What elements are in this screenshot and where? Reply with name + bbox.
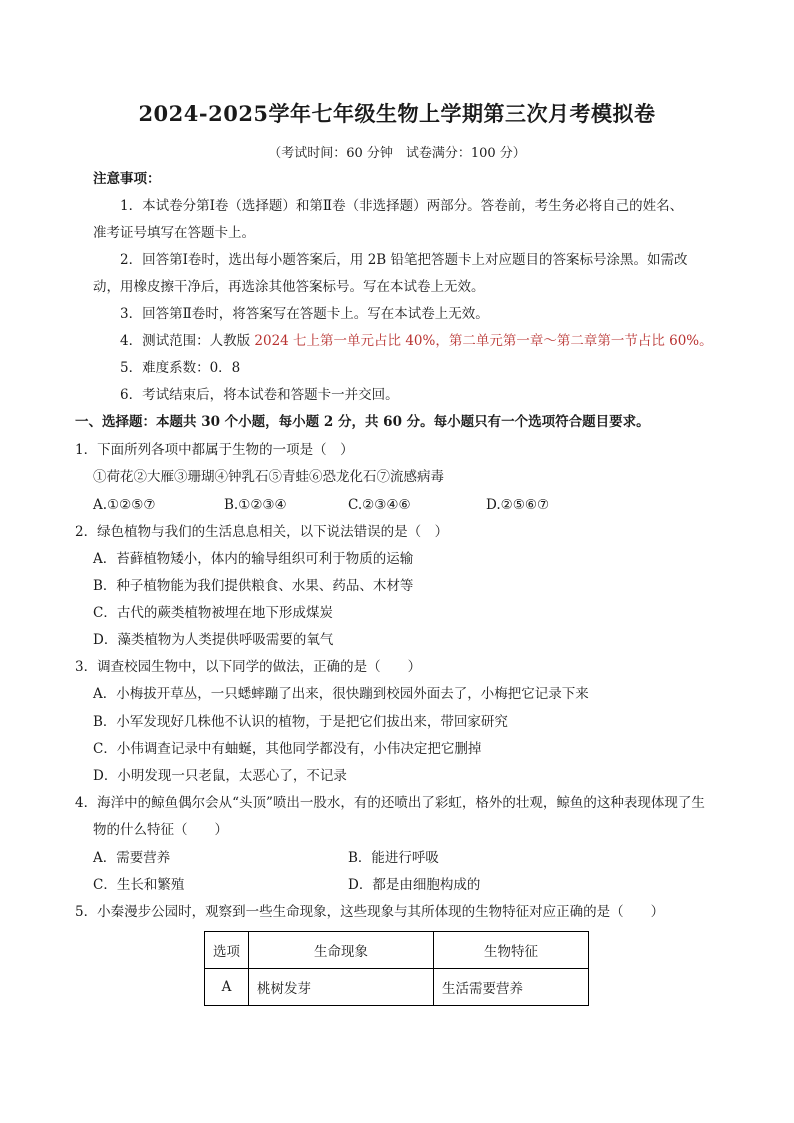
table-row [205, 969, 589, 1006]
q1-stem: 1．下面所列各项中都属于生物的一项是（ ） [75, 442, 354, 458]
q5-header-option: 选项 [205, 932, 249, 969]
q4-option-a: A．需要营养 [93, 850, 171, 866]
note-4-prefix: 4．测试范围：人教版 [120, 333, 255, 349]
q1-items: ①荷花②大雁③珊瑚④钟乳石⑤青蛙⑥恐龙化石⑦流感病毒 [93, 469, 444, 485]
q3-option-b: B．小军发现好几株他不认识的植物，于是把它们拔出来，带回家研究 [93, 714, 508, 730]
notes-heading: 注意事项： [93, 171, 161, 187]
note-2-line-2: 动，用橡皮擦干净后，再选涂其他答案标号。写在本试卷上无效。 [93, 279, 485, 295]
note-5: 5．难度系数：0．8 [120, 360, 241, 376]
q5-header-feature: 生物特征 [434, 932, 589, 969]
q3-stem: 3．调查校园生物中，以下同学的做法，正确的是（ ） [75, 659, 422, 675]
q3-option-d: D．小明发现一只老鼠，太恶心了，不记录 [93, 768, 347, 784]
note-1-line-1: 1．本试卷分第Ⅰ卷（选择题）和第Ⅱ卷（非选择题）两部分。答卷前，考生务必将自己的姓名、 [120, 198, 684, 214]
q1-option-a: A.①②⑤⑦ [93, 497, 156, 513]
note-6: 6．考试结束后，将本试卷和答题卡一并交回。 [120, 387, 399, 403]
q2-option-c: C．古代的蕨类植物被埋在地下形成煤炭 [93, 605, 333, 621]
q3-option-c: C．小伟调查记录中有蚰蜒，其他同学都没有，小伟决定把它删掉 [93, 741, 482, 757]
q4-option-d: D．都是由细胞构成的 [348, 877, 481, 893]
q4-option-b: B．能进行呼吸 [348, 850, 439, 866]
note-2-line-1: 2．回答第Ⅰ卷时，选出每小题答案后，用 2B 铅笔把答题卡上对应题目的答案标号涂黑。如需改 [120, 252, 688, 268]
note-4-scope: 2024 七上第一单元占比 40%，第二单元第一章～第二章第一节占比 60%。 [254, 333, 713, 349]
q5-table-header-row [205, 932, 589, 969]
q4-stem-line-1: 4．海洋中的鲸鱼偶尔会从“头顶”喷出一股水，有的还喷出了彩虹，格外的壮观，鲸鱼的这种表现体现了生 [75, 795, 705, 811]
q4-option-c: C．生长和繁殖 [93, 877, 185, 893]
q5-table [204, 931, 589, 1006]
q2-option-b: B．种子植物能为我们提供粮食、水果、药品、木材等 [93, 578, 414, 594]
note-3: 3．回答第Ⅱ卷时，将答案写在答题卡上。写在本试卷上无效。 [120, 306, 489, 322]
q5-row-a-feature: 生活需要营养 [434, 969, 589, 1006]
q5-row-a-phenomenon: 桃树发芽 [249, 969, 434, 1006]
q2-option-a: A．苔藓植物矮小，体内的输导组织可利于物质的运输 [93, 551, 414, 567]
q2-option-d: D．藻类植物为人类提供呼吸需要的氧气 [93, 632, 334, 648]
exam-info: （考试时间：60 分钟 试卷满分：100 分） [268, 146, 526, 161]
note-1-line-2: 准考证号填写在答题卡上。 [93, 225, 255, 241]
section-1-heading: 一、选择题：本题共 30 个小题，每小题 2 分，共 60 分。每小题只有一个选项符合题目要求。 [75, 414, 650, 430]
q1-option-b: B.①②③④ [224, 497, 287, 513]
q4-stem-line-2: 物的什么特征（ ） [93, 822, 228, 838]
q1-option-d: D.②⑤⑥⑦ [486, 497, 550, 513]
q2-stem: 2．绿色植物与我们的生活息息相关，以下说法错误的是（ ） [75, 524, 449, 540]
q5-header-phenomenon: 生命现象 [249, 932, 434, 969]
q5-stem: 5．小秦漫步公园时，观察到一些生命现象，这些现象与其所体现的生物特征对应正确的是（ ） [75, 904, 665, 920]
q1-option-c: C.②③④⑥ [348, 497, 411, 513]
note-4 [120, 332, 713, 350]
q3-option-a: A．小梅拔开草丛，一只蟋蟀蹦了出来，很快蹦到校园外面去了，小梅把它记录下来 [93, 686, 589, 702]
q5-row-a-option: A [205, 969, 249, 1006]
page-title: 2024-2025学年七年级生物上学期第三次月考模拟卷 [138, 101, 656, 126]
